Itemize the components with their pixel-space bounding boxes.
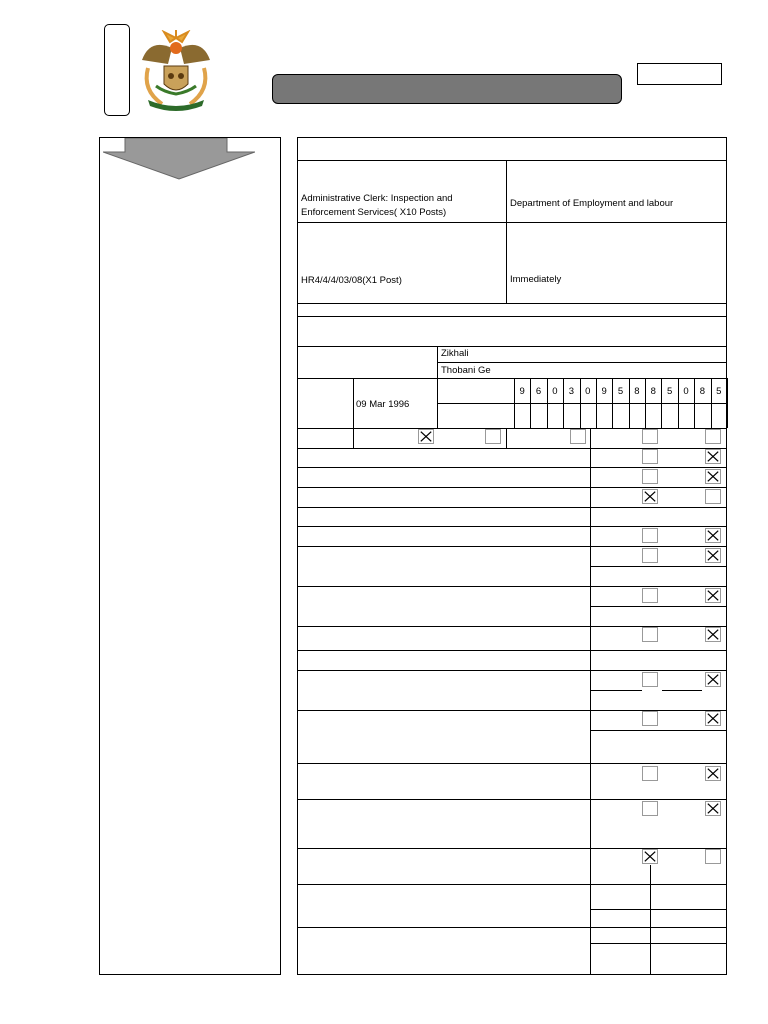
checkbox[interactable]: [705, 429, 721, 444]
checkbox-checked[interactable]: [705, 627, 721, 642]
checkbox-checked[interactable]: [705, 469, 721, 484]
checkbox-checked[interactable]: [418, 429, 434, 444]
id-digit: 0: [585, 386, 591, 397]
reference-box: [637, 63, 722, 85]
x-mark-icon: [419, 430, 433, 443]
x-mark-icon: [706, 712, 720, 725]
checkbox[interactable]: [642, 672, 658, 687]
x-mark-icon: [706, 450, 720, 463]
position-title-line2: Enforcement Services( X10 Posts): [301, 207, 447, 218]
x-mark-icon: [706, 549, 720, 562]
checkbox[interactable]: [642, 429, 658, 444]
checkbox[interactable]: [642, 801, 658, 816]
availability: Immediately: [510, 274, 562, 285]
checkbox[interactable]: [642, 627, 658, 642]
id-digit: 9: [519, 386, 525, 397]
id-digit: 8: [699, 386, 706, 397]
checkbox-checked[interactable]: [705, 588, 721, 603]
x-mark-icon: [643, 490, 657, 503]
checkbox-checked[interactable]: [705, 528, 721, 543]
checkbox-checked[interactable]: [705, 672, 721, 687]
id-digit: 8: [634, 386, 640, 397]
checkbox[interactable]: [642, 469, 658, 484]
surname-value: Zikhali: [441, 348, 469, 359]
form-box: [297, 137, 727, 975]
id-digit: 9: [601, 386, 607, 397]
checkbox[interactable]: [570, 429, 586, 444]
id-digit: 5: [666, 386, 673, 397]
date-of-birth-value: 09 Mar 1996: [356, 399, 410, 410]
checkbox[interactable]: [642, 449, 658, 464]
position-title: Administrative Clerk: Inspection and: [301, 193, 453, 204]
checkbox[interactable]: [705, 849, 721, 864]
id-digit: 8: [650, 386, 656, 397]
first-names-value: Thobani Ge: [441, 365, 491, 376]
header-tab: [104, 24, 130, 116]
checkbox[interactable]: [642, 548, 658, 563]
checkbox-checked[interactable]: [705, 449, 721, 464]
department-name: Department of Employment and labour: [510, 198, 674, 209]
checkbox[interactable]: [642, 528, 658, 543]
checkbox-checked[interactable]: [642, 849, 658, 864]
id-digit: 0: [683, 386, 689, 397]
x-mark-icon: [706, 470, 720, 483]
sidebar-box: [99, 137, 281, 975]
coat-of-arms-icon: [134, 30, 218, 112]
id-digit: 3: [568, 386, 574, 397]
checkbox-checked[interactable]: [642, 489, 658, 504]
x-mark-icon: [706, 802, 720, 815]
checkbox-checked[interactable]: [705, 766, 721, 781]
id-digit: 6: [535, 386, 542, 397]
reference-number: HR4/4/4/03/08(X1 Post): [301, 275, 402, 286]
id-digit: 0: [552, 386, 558, 397]
x-mark-icon: [706, 529, 720, 542]
checkbox[interactable]: [642, 711, 658, 726]
id-digit: 5: [716, 386, 722, 397]
checkbox[interactable]: [642, 766, 658, 781]
title-banner: [272, 74, 622, 104]
x-mark-icon: [706, 673, 720, 686]
x-mark-icon: [706, 589, 720, 602]
checkbox[interactable]: [642, 588, 658, 603]
x-mark-icon: [706, 628, 720, 641]
id-digit: 5: [617, 386, 624, 397]
checkbox[interactable]: [485, 429, 501, 444]
checkbox-checked[interactable]: [705, 711, 721, 726]
x-mark-icon: [643, 850, 657, 863]
x-mark-icon: [706, 767, 720, 780]
checkbox-checked[interactable]: [705, 548, 721, 563]
checkbox-checked[interactable]: [705, 801, 721, 816]
down-arrow-icon: [103, 138, 255, 180]
checkbox[interactable]: [705, 489, 721, 504]
